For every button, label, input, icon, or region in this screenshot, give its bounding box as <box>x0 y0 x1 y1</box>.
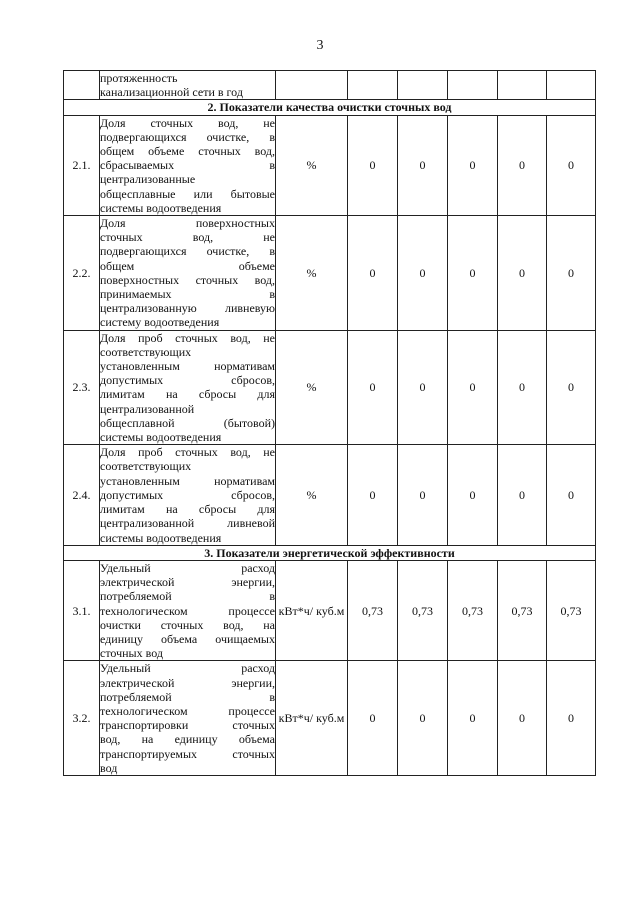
indicator-name-line: технологическом процессе <box>100 703 275 718</box>
unit-cell: кВт*ч/ куб.м <box>276 661 348 776</box>
indicator-name-line: принимаемых в <box>100 287 275 302</box>
indicator-name-line: единицу объема очищаемых <box>100 631 275 646</box>
value-cell: 0,73 <box>498 560 547 660</box>
value-cell: 0 <box>348 115 398 215</box>
value-cell <box>547 71 596 100</box>
value-cell <box>398 71 448 100</box>
indicator-name-line: электрической энергии, <box>100 575 275 590</box>
indicator-name-line: сточных вод <box>100 646 163 661</box>
unit-cell: кВт*ч/ куб.м <box>276 560 348 660</box>
value-cell: 0,73 <box>398 560 448 660</box>
indicator-name-line: систему водоотведения <box>100 315 220 330</box>
indicator-name-line: Доля проб сточных вод, не <box>100 445 275 460</box>
value-cell: 0 <box>448 330 498 445</box>
indicator-name-line: Доля поверхностных <box>100 216 275 231</box>
row-number: 2.2. <box>64 216 100 331</box>
indicator-name-line: общем объеме сточных вод, <box>100 144 275 159</box>
indicator-name-line: поверхностных сточных вод, <box>100 272 275 287</box>
value-cell: 0 <box>498 330 547 445</box>
value-cell: 0,73 <box>448 560 498 660</box>
indicator-name-line: системы водоотведения <box>100 200 222 215</box>
unit-cell: % <box>276 330 348 445</box>
indicator-name <box>100 445 276 545</box>
indicator-name-line: сточных вод, не <box>100 230 275 245</box>
indicator-name-line: очистки сточных вод, на <box>100 617 275 632</box>
indicator-name-line: общесплавные или бытовые <box>100 186 275 201</box>
indicator-name-line: системы водоотведения <box>100 530 222 545</box>
indicator-name-line: транспортировки сточных <box>100 718 275 733</box>
value-cell: 0 <box>398 330 448 445</box>
indicator-name-line: потребляемой в <box>100 589 275 604</box>
value-cell: 0 <box>348 330 398 445</box>
indicator-name-line: Удельный расход <box>100 560 275 575</box>
table-row <box>64 71 596 100</box>
indicator-name-line: централизованные <box>100 172 196 187</box>
indicator-name-line: протяженность <box>100 71 178 85</box>
indicator-name-line: потребляемой в <box>100 689 275 704</box>
value-cell: 0 <box>498 661 547 776</box>
row-number: 3.2. <box>64 661 100 776</box>
value-cell: 0,73 <box>547 560 596 660</box>
indicator-name-line: вод, на единицу объема <box>100 732 275 747</box>
indicator-name-line: допустимых сбросов, <box>100 487 275 502</box>
value-cell: 0 <box>348 216 398 331</box>
indicator-name-line: централизованной ливневой <box>100 516 275 531</box>
value-cell: 0 <box>498 216 547 331</box>
indicator-name-line: соответствующих <box>100 459 192 474</box>
indicator-name-line: допустимых сбросов, <box>100 373 275 388</box>
unit-cell: % <box>276 115 348 215</box>
value-cell: 0 <box>448 661 498 776</box>
indicator-name-line: централизованную ливневую <box>100 301 275 316</box>
indicator-name-line: вод <box>100 760 118 775</box>
section-title: 3. Показатели энергетической эффективности <box>64 545 596 560</box>
indicator-name-line: технологическом процессе <box>100 603 275 618</box>
indicator-name-line: лимитам на сбросы для <box>100 387 275 402</box>
unit-cell: % <box>276 216 348 331</box>
table-body <box>64 71 596 776</box>
table-row <box>64 330 596 445</box>
table-row <box>64 216 596 331</box>
indicator-name <box>100 71 276 100</box>
value-cell: 0 <box>498 115 547 215</box>
indicator-name-line: системы водоотведения <box>100 430 222 445</box>
unit-cell <box>276 71 348 100</box>
value-cell: 0 <box>398 216 448 331</box>
page-number: 3 <box>316 38 324 53</box>
indicator-name-line: Удельный расход <box>100 661 275 676</box>
row-number <box>64 71 100 100</box>
value-cell <box>348 71 398 100</box>
indicator-name-line: установленным нормативам <box>100 359 275 374</box>
section-row <box>64 545 596 560</box>
table-row <box>64 661 596 776</box>
value-cell: 0 <box>398 445 448 545</box>
section-row <box>64 100 596 115</box>
indicators-table <box>63 70 596 776</box>
indicator-name-line: подвергающихся очистке, в <box>100 244 275 259</box>
table-row <box>64 115 596 215</box>
indicator-name <box>100 330 276 445</box>
value-cell: 0 <box>398 115 448 215</box>
indicator-name-line: сбрасываемых в <box>100 158 275 173</box>
value-cell <box>498 71 547 100</box>
indicator-name-line: электрической энергии, <box>100 675 275 690</box>
indicator-name-line: установленным нормативам <box>100 473 275 488</box>
indicator-name-line: общесплавной (бытовой) <box>100 415 275 430</box>
row-number: 2.4. <box>64 445 100 545</box>
table-row <box>64 445 596 545</box>
value-cell: 0 <box>448 115 498 215</box>
indicator-name-line: общем объеме <box>100 258 275 273</box>
indicator-name-line: Доля проб сточных вод, не <box>100 330 275 345</box>
indicator-name-line: соответствующих <box>100 344 192 359</box>
indicator-name-line: Доля сточных вод, не <box>100 115 275 130</box>
indicator-name <box>100 216 276 331</box>
indicator-name <box>100 661 276 776</box>
row-number: 2.1. <box>64 115 100 215</box>
value-cell: 0 <box>398 661 448 776</box>
indicator-name <box>100 115 276 215</box>
value-cell: 0 <box>547 445 596 545</box>
value-cell: 0,73 <box>348 560 398 660</box>
value-cell: 0 <box>498 445 547 545</box>
value-cell: 0 <box>348 661 398 776</box>
indicator-name-line: подвергающихся очистке, в <box>100 129 275 144</box>
indicator-name-line: централизованной <box>100 401 195 416</box>
section-title: 2. Показатели качества очистки сточных вод <box>64 100 596 115</box>
indicator-name-line: канализационной сети в год <box>100 85 243 100</box>
unit-cell: % <box>276 445 348 545</box>
value-cell <box>448 71 498 100</box>
indicator-name <box>100 560 276 660</box>
value-cell: 0 <box>448 216 498 331</box>
value-cell: 0 <box>348 445 398 545</box>
value-cell: 0 <box>547 115 596 215</box>
indicator-name-line: лимитам на сбросы для <box>100 502 275 517</box>
value-cell: 0 <box>547 661 596 776</box>
row-number: 2.3. <box>64 330 100 445</box>
value-cell: 0 <box>547 216 596 331</box>
row-number: 3.1. <box>64 560 100 660</box>
table-row <box>64 560 596 660</box>
value-cell: 0 <box>448 445 498 545</box>
indicator-name-line: транспортируемых сточных <box>100 746 275 761</box>
value-cell: 0 <box>547 330 596 445</box>
